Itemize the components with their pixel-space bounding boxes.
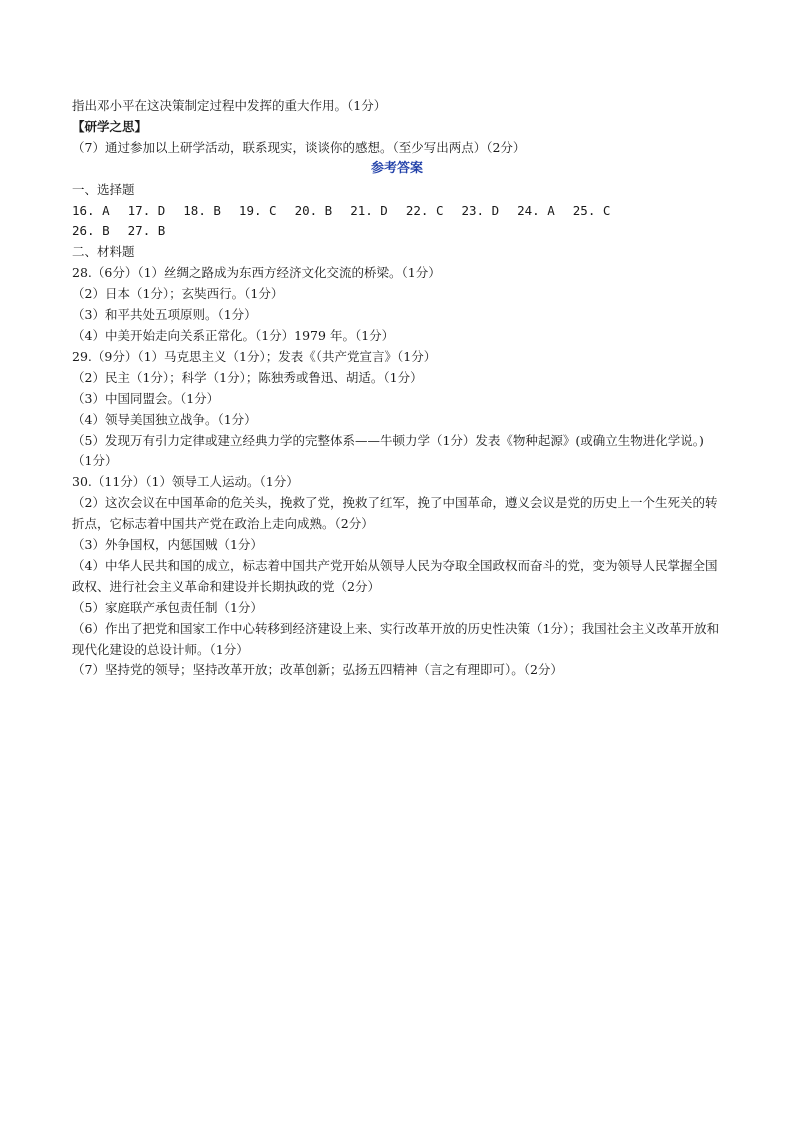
section-heading: 【研学之思】 bbox=[72, 118, 148, 134]
answer-line: （4）中美开始走向关系正常化。（1分）1979 年。（1分） bbox=[72, 327, 395, 343]
choice-answer: 21. D bbox=[350, 202, 388, 218]
part2-heading: 二、材料题 bbox=[72, 244, 135, 260]
answer-line: （2）这次会议在中国革命的危关头，挽救了党，挽救了红军，挽了中国革命，遵义会议是党的历史上一个生死关的转折点，它标志着中国共产党在政治上走向成熟。（2分） bbox=[72, 495, 718, 532]
choice-answer: 22. C bbox=[405, 202, 444, 218]
choice-answer: 25. C bbox=[572, 202, 611, 218]
answer-line: （5）家庭联产承包责任制（1分） bbox=[72, 599, 263, 615]
answer-line: （4）中华人民共和国的成立，标志着中国共产党开始从领导人民为夺取全国政权而奋斗的党，变为领导人民掌握全国政权、进行社会主义革命和建设并长期执政的党（2分） bbox=[72, 557, 718, 594]
question-7: （7）通过参加以上研学活动，联系现实，谈谈你的感想。（至少写出两点）（2分） bbox=[72, 139, 526, 155]
choice-answer: 27. B bbox=[127, 223, 166, 239]
answer-line: 29.（9分）（1）马克思主义（1分）；发表《（共产党宣言》（1分） bbox=[72, 348, 437, 364]
choice-answer: 18. B bbox=[183, 202, 221, 218]
answer-line: （4）领导美国独立战争。（1分） bbox=[72, 411, 257, 427]
answer-line: （3）和平共处五项原则。（1分） bbox=[72, 307, 257, 323]
answer-line: （3）外争国权，内惩国贼（1分） bbox=[72, 537, 263, 553]
choice-answer: 16. A bbox=[72, 202, 110, 218]
part1-heading: 一、选择题 bbox=[72, 181, 135, 197]
choice-answer: 19. C bbox=[238, 202, 277, 218]
answer-line: （2）民主（1分）；科学（1分）；陈独秀或鲁迅、胡适。（1分） bbox=[72, 369, 423, 385]
choice-answer: 24. A bbox=[517, 202, 555, 218]
answer-line: （5）发现万有引力定律或建立经典力学的完整体系——牛顿力学（1分）发表《物种起源》(或确立生物进化学说。)（1分） bbox=[72, 432, 704, 469]
answer-line: （6）作出了把党和国家工作中心转移到经济建设上来、实行改革开放的历史性决策（1分）；我国社会主义改革开放和现代化建设的总设计师。（1分） bbox=[72, 620, 720, 657]
choice-answer: 17. D bbox=[127, 202, 166, 218]
answer-line: （3）中国同盟会。（1分） bbox=[72, 390, 220, 406]
answer-line: （7）坚持党的领导；坚持改革开放；改革创新；弘扬五四精神（言之有理即可）。（2分） bbox=[72, 662, 563, 678]
choice-answer: 26. B bbox=[72, 223, 110, 239]
prelude-line: 指出邓小平在这决策制定过程中发挥的重大作用。（1分） bbox=[72, 98, 387, 113]
document-page bbox=[72, 96, 722, 681]
choice-answers-row-2 bbox=[72, 221, 722, 242]
answer-line: 28.（6分）（1）丝绸之路成为东西方经济文化交流的桥梁。（1分） bbox=[72, 265, 441, 281]
choice-answers-row-1 bbox=[72, 201, 722, 222]
answer-line: 30.（11分）（1）领导工人运动。（1分） bbox=[72, 474, 299, 490]
answer-line: （2）日本（1分）；玄奘西行。（1分） bbox=[72, 286, 284, 302]
choice-answer: 23. D bbox=[461, 202, 500, 218]
choice-answer: 20. B bbox=[294, 202, 333, 218]
answer-title: 参考答案 bbox=[370, 160, 423, 176]
